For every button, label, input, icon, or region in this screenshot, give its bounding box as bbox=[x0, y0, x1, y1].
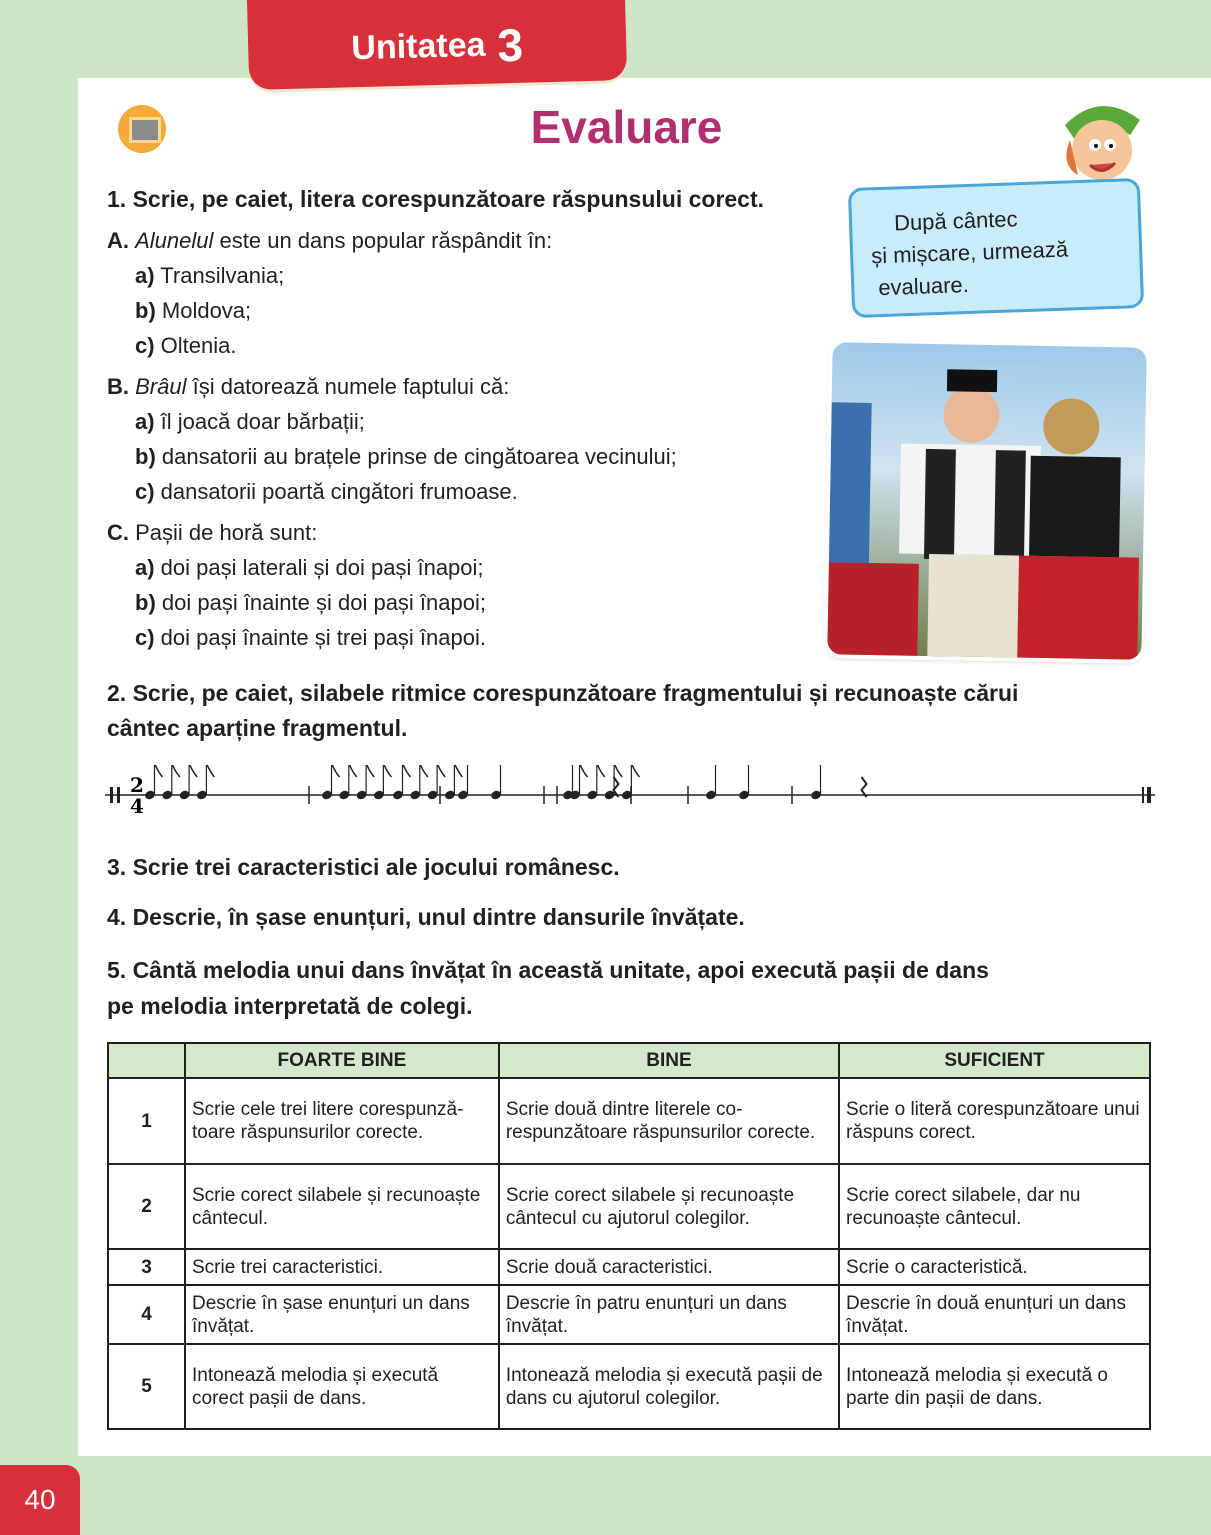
table-row bbox=[108, 1164, 1150, 1249]
subquestion-A: A. Alunelul este un dans popular răspândit în: bbox=[107, 228, 553, 253]
eighth-flag bbox=[420, 765, 428, 777]
question-3: 3. Scrie trei caracteristici ale jocului românesc. bbox=[107, 854, 620, 880]
evaluation-table bbox=[107, 1042, 1151, 1430]
eighth-flag bbox=[366, 765, 374, 777]
table-cell: Scrie o literă corespunzătoare unui răspuns corect. bbox=[839, 1078, 1150, 1164]
answer-option: b) Moldova; bbox=[135, 298, 252, 323]
answer-option: a) Transilvania; bbox=[135, 263, 285, 288]
table-cell: Scrie corect silabele și recunoaște cântecul. bbox=[185, 1164, 499, 1249]
question-1: 1. Scrie, pe caiet, litera corespunzătoare răspunsului corect. bbox=[107, 186, 765, 212]
table-cell: Scrie două caracteristici. bbox=[499, 1249, 839, 1285]
eighth-flag bbox=[172, 765, 180, 777]
bubble-line: și mișcare, urmează bbox=[870, 236, 1069, 269]
end-barline bbox=[1147, 787, 1151, 803]
time-signature-top: 2 bbox=[130, 773, 144, 797]
row-number: 1 bbox=[108, 1078, 185, 1164]
row-number: 3 bbox=[108, 1249, 185, 1285]
quarter-rest bbox=[862, 777, 867, 797]
question-2-line: cântec aparține fragmentul. bbox=[107, 715, 408, 741]
table-header bbox=[108, 1043, 185, 1078]
table-header: FOARTE BINE bbox=[185, 1043, 499, 1078]
answer-option: a) doi pași laterali și doi pași înapoi; bbox=[135, 555, 484, 580]
page-number: 40 bbox=[0, 1465, 80, 1535]
subquestion-B: B. Brâul își datorează numele faptului că: bbox=[107, 374, 510, 399]
folk-dancers-photo bbox=[827, 342, 1146, 659]
table-cell: Descrie în patru enunțuri un dans învățat. bbox=[499, 1285, 839, 1344]
eighth-flag bbox=[206, 765, 214, 777]
unit-tab bbox=[247, 0, 627, 90]
table-cell: Intonează melodia și execută o parte din pașii de dans. bbox=[839, 1344, 1150, 1429]
rhythm-staff bbox=[100, 765, 1160, 845]
table-cell: Intonează melodia și execută corect pașii de dans. bbox=[185, 1344, 499, 1429]
answer-option: a) îl joacă doar bărbații; bbox=[135, 409, 365, 434]
table-header: SUFICIENT bbox=[839, 1043, 1150, 1078]
table-row bbox=[108, 1344, 1150, 1429]
table-row bbox=[108, 1285, 1150, 1344]
question-5-line: pe melodia interpretată de colegi. bbox=[107, 993, 473, 1019]
eighth-flag bbox=[383, 765, 391, 777]
eighth-flag bbox=[155, 765, 163, 777]
eighth-flag bbox=[631, 765, 639, 777]
end-barline bbox=[1142, 787, 1144, 803]
answer-option: b) dansatorii au brațele prinse de cingătoarea vecinului; bbox=[135, 444, 677, 469]
question-2-line: 2. Scrie, pe caiet, silabele ritmice corespunzătoare fragmentului și recunoaște cărui bbox=[107, 680, 1019, 706]
start-barline bbox=[117, 787, 120, 803]
unit-label: Unitatea bbox=[350, 25, 486, 68]
eighth-flag bbox=[437, 765, 445, 777]
answer-option: c) doi pași înainte și trei pași înapoi. bbox=[135, 625, 486, 650]
eighth-flag bbox=[614, 765, 622, 777]
eighth-flag bbox=[580, 765, 588, 777]
table-row bbox=[108, 1078, 1150, 1164]
table-cell: Descrie în șase enunțuri un dans învățat. bbox=[185, 1285, 499, 1344]
time-signature-bottom: 4 bbox=[130, 794, 144, 818]
table-cell: Scrie corect silabele și recunoaște cântecul cu ajutorul colegilor. bbox=[499, 1164, 839, 1249]
row-number: 2 bbox=[108, 1164, 185, 1249]
bubble-line: evaluare. bbox=[877, 271, 970, 301]
answer-option: b) doi pași înainte și doi pași înapoi; bbox=[135, 590, 486, 615]
table-cell: Scrie trei caracteristici. bbox=[185, 1249, 499, 1285]
table-cell: Intonează melodia și execută pașii de dans cu ajutorul colegilor. bbox=[499, 1344, 839, 1429]
question-4: 4. Descrie, în șase enunțuri, unul dintre dansurile învățate. bbox=[107, 904, 745, 930]
eighth-flag bbox=[189, 765, 197, 777]
table-cell: Descrie în două enunțuri un dans învățat. bbox=[839, 1285, 1150, 1344]
unit-number: 3 bbox=[496, 18, 524, 71]
speech-bubble bbox=[848, 178, 1144, 318]
start-barline bbox=[110, 787, 113, 803]
eighth-flag bbox=[403, 765, 411, 777]
answer-option: c) dansatorii poartă cingători frumoase. bbox=[135, 479, 518, 504]
row-number: 4 bbox=[108, 1285, 185, 1344]
eighth-flag bbox=[349, 765, 357, 777]
eighth-flag bbox=[597, 765, 605, 777]
table-row bbox=[108, 1249, 1150, 1285]
table-cell: Scrie o caracteristică. bbox=[839, 1249, 1150, 1285]
eighth-flag bbox=[454, 765, 462, 777]
answer-option: c) Oltenia. bbox=[135, 333, 237, 358]
table-cell: Scrie două dintre literele co-respunzătoare răspunsurilor corecte. bbox=[499, 1078, 839, 1164]
eighth-flag bbox=[332, 765, 340, 777]
bubble-line: După cântec bbox=[893, 206, 1018, 236]
question-5-line: 5. Cântă melodia unui dans învățat în această unitate, apoi execută pașii de dans bbox=[107, 957, 989, 983]
table-cell: Scrie cele trei litere corespunză-toare răspunsurilor corecte. bbox=[185, 1078, 499, 1164]
subquestion-C: C. Pașii de horă sunt: bbox=[107, 520, 318, 545]
row-number: 5 bbox=[108, 1344, 185, 1429]
page-title: Evaluare bbox=[530, 101, 723, 153]
table-header: BINE bbox=[499, 1043, 839, 1078]
table-cell: Scrie corect silabele, dar nu recunoaște cântecul. bbox=[839, 1164, 1150, 1249]
